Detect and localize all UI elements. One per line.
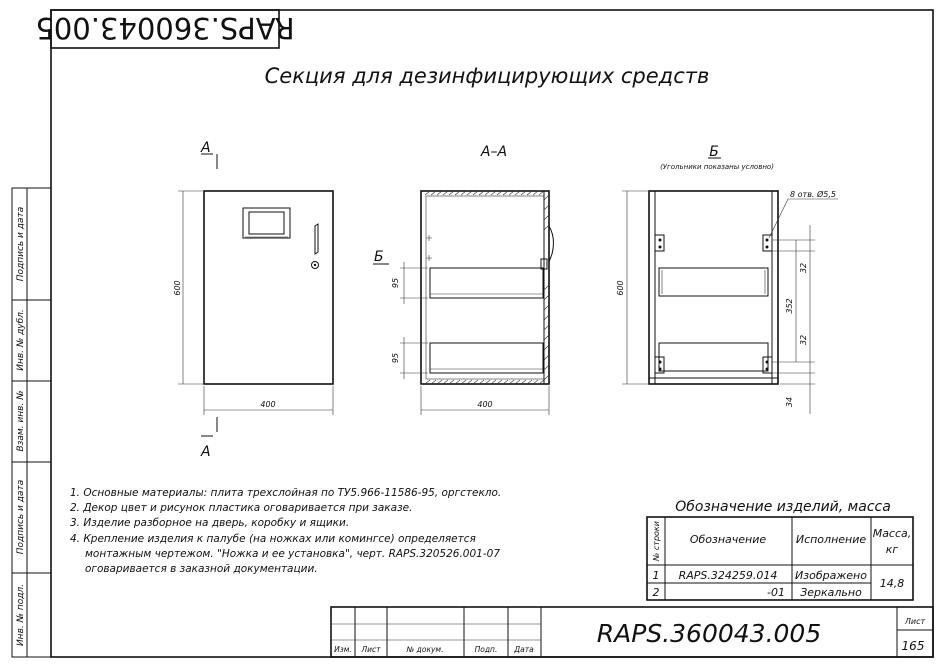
- row-2-variant: Зеркально: [800, 586, 862, 599]
- dim-32-bottom: 32: [799, 334, 808, 346]
- drawing-title: Секция для дезинфицирующих средств: [264, 64, 710, 88]
- col-change: Изм.: [334, 645, 352, 654]
- spec-table-caption: Обозначение изделий, масса: [675, 499, 891, 515]
- side-strip: [12, 188, 51, 657]
- view-b: [616, 144, 838, 414]
- col-sheet: Лист: [361, 645, 381, 654]
- section-outline: [421, 191, 549, 384]
- note-2: 2. Декор цвет и рисунок пластика оговаривается при заказе.: [70, 502, 413, 514]
- view-b-outline: [649, 191, 778, 384]
- note-4-cont-2: оговаривается в заказной документации.: [85, 563, 318, 575]
- side-label-signature-1: Подпись и дата: [16, 206, 26, 282]
- view-b-height-dim: 600: [616, 280, 625, 296]
- col-date: Дата: [514, 645, 534, 654]
- spec-table: [647, 499, 913, 600]
- col-doc-no: № докум.: [406, 645, 444, 654]
- header-row-number: № строки: [652, 521, 661, 561]
- row-1-variant: Изображено: [795, 569, 867, 582]
- section-aa-view: [373, 144, 553, 415]
- dim-95-bottom: 95: [391, 352, 400, 364]
- front-view: [173, 140, 333, 460]
- side-label-dup-inv: Инв. № дубл.: [16, 309, 26, 371]
- mirror-stamp: [35, 11, 294, 45]
- row-2-code: -01: [767, 586, 785, 599]
- angle-bracket-top-right: [763, 235, 772, 251]
- drawer-bottom: [430, 343, 543, 373]
- header-variant: Исполнение: [795, 533, 867, 546]
- note-4: 4. Крепление изделия к палубе (на ножках или комингсе) определяется: [70, 533, 476, 545]
- mirror-stamp-text: RAPS.360043.005: [35, 11, 295, 45]
- section-mark-top: А: [201, 140, 211, 156]
- header-designation: Обозначение: [689, 533, 767, 546]
- drawer-top: [430, 268, 543, 298]
- side-label-replace-inv: Взам. инв. №: [16, 390, 26, 452]
- sheet-number: 165: [901, 639, 925, 653]
- angle-bracket-top-left: [655, 235, 664, 251]
- view-b-mark: Б: [374, 249, 384, 265]
- dim-34: 34: [785, 396, 794, 408]
- front-width-dim: 400: [260, 400, 276, 409]
- cabinet-front: [204, 191, 333, 384]
- view-b-drawer-bottom: [659, 343, 768, 371]
- row-1-code: RAPS.324259.014: [678, 569, 778, 582]
- holes-note: 8 отв. Ø5,5: [790, 190, 837, 199]
- note-3: 3. Изделие разборное на дверь, коробку и ящики.: [70, 517, 350, 529]
- section-aa-label: А–А: [480, 144, 508, 160]
- doc-number: RAPS.360043.005: [596, 619, 822, 648]
- section-width-dim: 400: [477, 400, 493, 409]
- technical-notes: [70, 487, 501, 575]
- mass-value: 14,8: [879, 577, 905, 590]
- front-height-dim: 600: [173, 280, 182, 296]
- view-b-label: Б: [709, 144, 719, 160]
- view-b-drawer-top: [659, 268, 768, 296]
- title-block: [331, 607, 933, 657]
- row-2-number: 2: [652, 586, 660, 599]
- sheet-label: Лист: [904, 617, 926, 626]
- door-handle: [315, 224, 318, 254]
- section-mark-bottom: А: [201, 444, 211, 460]
- side-label-orig-inv: Инв. № подл.: [16, 583, 26, 647]
- side-label-signature-2: Подпись и дата: [16, 479, 26, 555]
- row-1-number: 1: [652, 569, 660, 582]
- col-signature: Подп.: [474, 645, 498, 654]
- note-1: 1. Основные материалы: плита трехслойная по ТУ5.966-11586-95, оргстекло.: [70, 487, 502, 499]
- dim-352: 352: [785, 298, 794, 314]
- view-b-sublabel: (Угольники показаны условно): [660, 163, 774, 171]
- note-4-cont-1: монтажным чертежом. "Ножка и ее установка", черт. RAPS.320526.001-07: [85, 548, 501, 560]
- dim-32-top: 32: [799, 262, 808, 274]
- header-mass: Масса, кг: [872, 527, 912, 556]
- dim-95-top: 95: [391, 277, 400, 289]
